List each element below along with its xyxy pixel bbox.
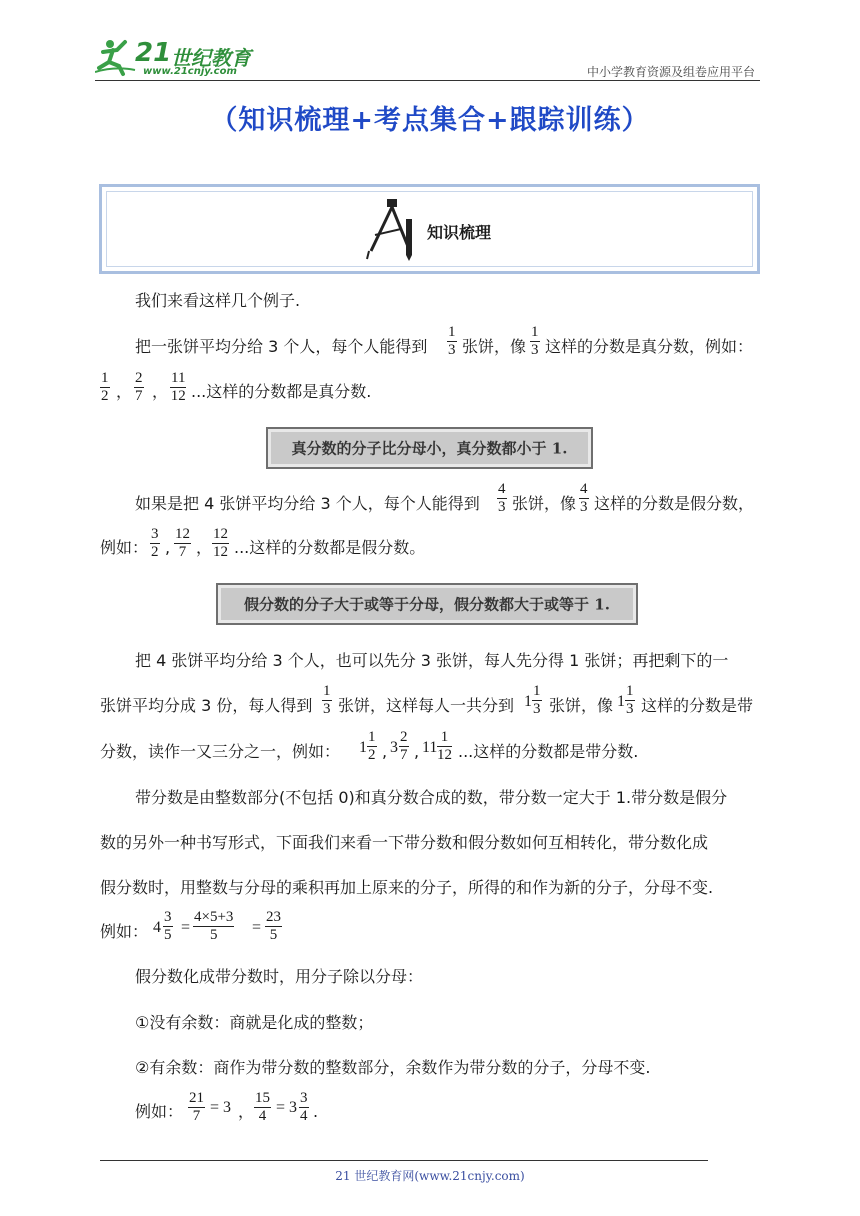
text-segment: ，	[238, 1102, 255, 1121]
paragraph-line: ①没有余数：商就是化成的整数；	[135, 1013, 374, 1032]
paragraph-line: 假分数化成带分数时，用分子除以分母：	[135, 967, 424, 986]
fraction: $\frac{3}{5}$	[164, 909, 172, 943]
fraction: $\frac{23}{5}$	[266, 909, 281, 943]
text-segment: 把一张饼平均分给 3 个人，每个人能得到	[135, 337, 428, 356]
header-divider	[95, 80, 760, 81]
text-segment: 例如：	[135, 1102, 184, 1121]
fraction: $\frac{1}{12}$	[437, 729, 452, 763]
section-title: 知识梳理	[427, 223, 492, 242]
fraction: $\frac{15}{4}$	[255, 1090, 270, 1124]
text-segment: ...这样的分数都是带分数.	[458, 742, 639, 761]
text-segment: ,	[414, 742, 420, 761]
fraction: $\frac{3}{2}$	[151, 526, 159, 560]
fraction: $\frac{1}{3}$	[533, 683, 541, 717]
text-segment: 这样的分数是假分数，	[594, 494, 755, 513]
equals-sign: =	[252, 919, 262, 936]
fraction: $\frac{12}{7}$	[175, 526, 190, 560]
fraction: $\frac{21}{7}$	[189, 1090, 204, 1124]
text-segment: 如果是把 4 张饼平均分给 3 个人，每个人能得到	[135, 494, 480, 513]
text-segment: ，	[116, 382, 133, 401]
text-segment: 张饼，像	[512, 494, 577, 513]
page-title: （知识梳理+考点集合+跟踪训练）	[210, 105, 650, 136]
fraction: $\frac{2}{7}$	[135, 370, 143, 404]
fraction: $\frac{3}{4}$	[300, 1090, 308, 1124]
equation-result: = 3	[276, 1099, 298, 1116]
text-segment: 张饼平均分成 3 份，每人得到	[100, 696, 313, 715]
logo-url: www.21cnjy.com	[143, 66, 237, 77]
whole-number: 4	[153, 919, 161, 936]
text-segment: 这样的分数是真分数，例如：	[545, 337, 754, 356]
text-segment: ，	[196, 538, 213, 557]
logo-text: 世纪教育	[171, 46, 251, 70]
whole-number: 11	[422, 739, 438, 756]
fraction: $\frac{12}{12}$	[213, 526, 228, 560]
footer-divider	[100, 1160, 708, 1161]
fraction: $\frac{1}{3}$	[626, 683, 634, 717]
fraction: $\frac{11}{12}$	[170, 370, 186, 404]
whole-number: 1	[359, 739, 367, 756]
paragraph-line: 带分数是由整数部分(不包括 0)和真分数合成的数，带分数一定大于 1.带分数是假分	[135, 788, 728, 807]
fraction: $\frac{1}{2}$	[101, 370, 109, 404]
text-segment: 张饼，像	[462, 337, 527, 356]
fraction: $\frac{1}{3}$	[323, 683, 331, 717]
paragraph-intro: 我们来看这样几个例子.	[135, 291, 301, 310]
text-segment: 分数，读作一又三分之一，例如：	[100, 742, 341, 761]
note-box-improper-fraction: 假分数的分子大于或等于分母，假分数都大于或等于 1.	[216, 583, 638, 625]
site-logo	[95, 36, 260, 80]
whole-number: 1	[617, 693, 625, 710]
equation-result: = 3	[210, 1099, 232, 1116]
section-header-box	[99, 184, 760, 274]
footer-text: 21 世纪教育网(www.21cnjy.com)	[335, 1169, 525, 1183]
paragraph-line: 假分数时，用整数与分母的乘积再加上原来的分子，所得的和作为新的分子，分母不变.	[100, 878, 714, 897]
logo-number: 21	[135, 38, 172, 68]
whole-number: 1	[524, 693, 532, 710]
whole-number: 3	[390, 739, 398, 756]
fraction: $\frac{4}{3}$	[580, 481, 588, 515]
paragraph-line: 数的另外一种书写形式，下面我们来看一下带分数和假分数如何互相转化，带分数化成	[100, 833, 709, 852]
text-segment: 这样的分数是带	[641, 696, 754, 715]
fraction: $\frac{1}{3}$	[448, 324, 456, 358]
fraction: $\frac{4\times 5+3}{5}$	[194, 909, 234, 943]
paragraph-line: 把 4 张饼平均分给 3 个人，也可以先分 3 张饼，每人先分得 1 张饼；再把剩下的一	[135, 651, 729, 670]
text-segment: ，	[152, 382, 169, 401]
text-segment: ...这样的分数都是假分数。	[234, 538, 426, 557]
text-segment: ...这样的分数都是真分数.	[191, 382, 372, 401]
text-segment: 张饼，像	[549, 696, 614, 715]
text-segment: ,	[382, 742, 388, 761]
paragraph-line: ②有余数：商作为带分数的整数部分，余数作为带分数的分子，分母不变.	[135, 1058, 651, 1077]
fraction: $\frac{1}{2}$	[368, 729, 376, 763]
equals-sign: =	[181, 919, 191, 936]
text-segment: .	[313, 1102, 319, 1121]
compass-icon	[365, 199, 419, 263]
note-box-proper-fraction: 真分数的分子比分母小，真分数都小于 1.	[266, 427, 593, 469]
text-segment: 例如：	[100, 538, 149, 557]
text-segment: 例如：	[100, 922, 149, 941]
header-platform-text: 中小学教育资源及组卷应用平台	[586, 65, 755, 79]
fraction: $\frac{2}{7}$	[400, 729, 408, 763]
text-segment: 张饼，这样每人一共分到	[338, 696, 515, 715]
text-segment: ,	[165, 538, 171, 557]
fraction: $\frac{1}{3}$	[531, 324, 539, 358]
fraction: $\frac{4}{3}$	[498, 481, 506, 515]
